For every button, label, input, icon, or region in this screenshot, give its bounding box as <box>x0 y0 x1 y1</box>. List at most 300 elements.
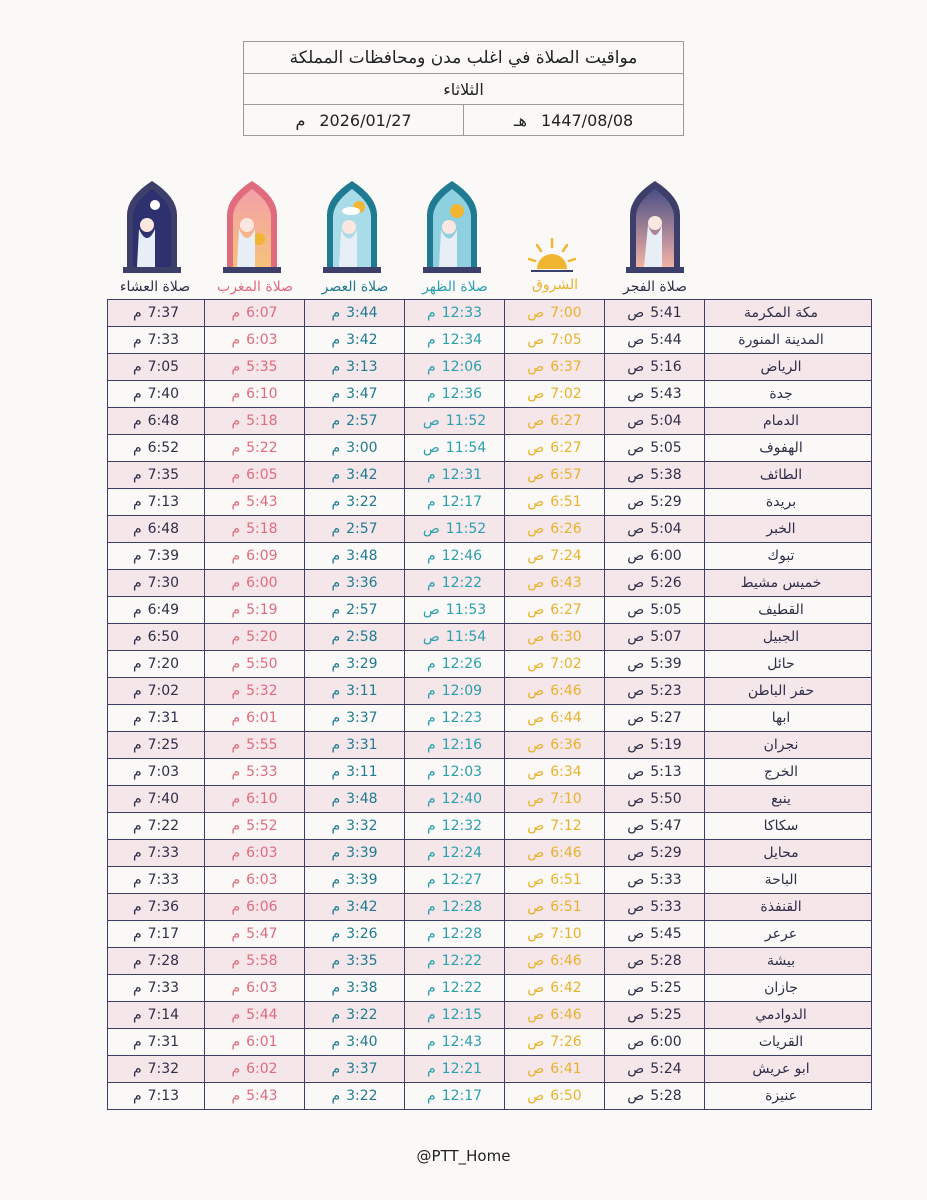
fajr-time-value: 5:29 <box>650 845 682 861</box>
maghrib-time-value: 6:03 <box>246 332 278 348</box>
sunrise-time-value: 6:51 <box>550 494 582 510</box>
isha-time <box>108 543 205 570</box>
isha-time <box>108 732 205 759</box>
label-asr: صلاة العصر <box>321 279 389 295</box>
isha-time-value: 7:20 <box>147 656 180 672</box>
isha-time-value: 7:32 <box>147 1061 180 1077</box>
table-row <box>108 651 872 678</box>
dhuhr-time <box>405 327 505 354</box>
fajr-time-suffix: ص <box>627 494 645 510</box>
isha-time-suffix: م <box>132 494 142 510</box>
maghrib-time-value: 5:43 <box>246 1088 278 1104</box>
asr-time-value: 3:22 <box>346 1007 378 1023</box>
dhuhr-time-value: 11:52 <box>445 521 487 537</box>
dhuhr-time-value: 12:32 <box>441 818 483 834</box>
isha-time-suffix: م <box>132 737 142 753</box>
maghrib-prayer-icon <box>207 170 297 275</box>
maghrib-time-value: 5:20 <box>246 629 278 645</box>
isha-time-value: 6:50 <box>147 629 180 645</box>
asr-time-suffix: م <box>331 818 341 834</box>
asr-time-suffix: م <box>331 764 341 780</box>
isha-time <box>108 516 205 543</box>
fajr-time-value: 5:25 <box>650 980 682 996</box>
maghrib-time <box>205 516 305 543</box>
label-fajr: صلاة الفجر <box>622 279 688 295</box>
dhuhr-time-value: 12:06 <box>441 359 483 375</box>
fajr-time-value: 5:23 <box>650 683 682 699</box>
isha-time-suffix: م <box>132 440 142 456</box>
sunrise-time <box>505 327 605 354</box>
dhuhr-time-suffix: م <box>426 386 436 402</box>
table-row <box>108 516 872 543</box>
dhuhr-time <box>405 651 505 678</box>
table-row <box>108 1029 872 1056</box>
maghrib-time <box>205 813 305 840</box>
asr-time-value: 3:11 <box>346 764 378 780</box>
maghrib-time-value: 6:03 <box>246 845 278 861</box>
isha-time-value: 7:14 <box>147 1007 180 1023</box>
table-row <box>108 921 872 948</box>
sunrise-time-value: 6:43 <box>550 575 582 591</box>
dhuhr-time <box>405 489 505 516</box>
fajr-time-suffix: ص <box>627 1007 645 1023</box>
sunrise-time <box>505 489 605 516</box>
fajr-time <box>605 597 705 624</box>
dhuhr-time <box>405 975 505 1002</box>
maghrib-time-value: 5:44 <box>246 1007 278 1023</box>
dhuhr-time <box>405 678 505 705</box>
dhuhr-time-value: 12:43 <box>441 1034 483 1050</box>
dhuhr-time-suffix: م <box>426 332 436 348</box>
fajr-time-value: 5:41 <box>650 305 682 321</box>
isha-prayer-icon <box>107 170 197 275</box>
asr-time <box>305 408 405 435</box>
maghrib-time-value: 5:19 <box>246 602 278 618</box>
isha-time-suffix: م <box>132 575 142 591</box>
isha-time-suffix: م <box>132 953 142 969</box>
sunrise-time-suffix: ص <box>527 656 545 672</box>
sunrise-time-value: 6:27 <box>550 413 582 429</box>
asr-time <box>305 543 405 570</box>
sunrise-time-suffix: ص <box>527 548 545 564</box>
dhuhr-time-suffix: م <box>426 710 436 726</box>
asr-time-value: 2:57 <box>346 602 378 618</box>
prayer-times-table <box>107 299 872 1110</box>
label-dhuhr: صلاة الظهر <box>422 279 488 295</box>
fajr-time <box>605 300 705 327</box>
sunrise-time <box>505 1056 605 1083</box>
asr-time-value: 3:39 <box>346 845 378 861</box>
dhuhr-time-value: 12:22 <box>441 953 483 969</box>
dhuhr-time-suffix: م <box>426 980 436 996</box>
maghrib-time <box>205 1056 305 1083</box>
isha-time-suffix: م <box>132 1061 142 1077</box>
maghrib-time <box>205 732 305 759</box>
sunrise-time-value: 7:12 <box>550 818 582 834</box>
maghrib-time-value: 5:50 <box>246 656 278 672</box>
fajr-time <box>605 435 705 462</box>
isha-time-suffix: م <box>132 845 142 861</box>
isha-time <box>108 570 205 597</box>
maghrib-time-suffix: م <box>231 1034 241 1050</box>
fajr-time-value: 5:25 <box>650 1007 682 1023</box>
asr-time-suffix: م <box>331 386 341 402</box>
dhuhr-time-suffix: م <box>426 818 436 834</box>
asr-time-value: 3:29 <box>346 656 378 672</box>
sunrise-time-suffix: ص <box>527 629 545 645</box>
sunrise-time-suffix: ص <box>527 926 545 942</box>
fajr-time-value: 5:27 <box>650 710 682 726</box>
maghrib-time-value: 6:07 <box>246 305 278 321</box>
asr-time-value: 3:13 <box>346 359 378 375</box>
dhuhr-time-value: 12:24 <box>441 845 483 861</box>
sunrise-time <box>505 975 605 1002</box>
asr-time <box>305 435 405 462</box>
dhuhr-time-suffix: م <box>426 467 436 483</box>
fajr-time-value: 6:00 <box>650 1034 682 1050</box>
asr-prayer-icon <box>307 170 397 275</box>
fajr-time <box>605 948 705 975</box>
isha-time <box>108 462 205 489</box>
sunrise-time-value: 6:34 <box>550 764 582 780</box>
fajr-time-value: 5:26 <box>650 575 682 591</box>
isha-time <box>108 1056 205 1083</box>
dhuhr-time-suffix: م <box>426 305 436 321</box>
sunrise-time-value: 7:02 <box>550 656 582 672</box>
sunrise-time <box>505 1002 605 1029</box>
dhuhr-time-value: 11:54 <box>445 440 487 456</box>
fajr-time <box>605 813 705 840</box>
asr-time-suffix: م <box>331 521 341 537</box>
asr-time-suffix: م <box>331 440 341 456</box>
sunrise-time-suffix: ص <box>527 953 545 969</box>
sunrise-time <box>505 597 605 624</box>
fajr-time-suffix: ص <box>627 1061 645 1077</box>
fajr-time-suffix: ص <box>627 710 645 726</box>
maghrib-time <box>205 1083 305 1110</box>
dhuhr-time-value: 12:22 <box>441 575 483 591</box>
isha-time <box>108 975 205 1002</box>
maghrib-time <box>205 624 305 651</box>
asr-time <box>305 840 405 867</box>
sunrise-time-value: 6:30 <box>550 629 582 645</box>
asr-time <box>305 624 405 651</box>
maghrib-time-suffix: م <box>231 872 241 888</box>
sunrise-time <box>505 516 605 543</box>
isha-time <box>108 597 205 624</box>
isha-time-suffix: م <box>132 629 142 645</box>
fajr-time <box>605 516 705 543</box>
maghrib-time <box>205 840 305 867</box>
city-name: ابو عريش <box>705 1056 872 1083</box>
isha-time <box>108 624 205 651</box>
fajr-time-value: 5:50 <box>650 791 682 807</box>
city-name: الدمام <box>705 408 872 435</box>
fajr-time-value: 5:44 <box>650 332 682 348</box>
sunrise-time-value: 7:10 <box>550 791 582 807</box>
sunrise-time-suffix: ص <box>527 737 545 753</box>
isha-time-suffix: م <box>132 332 142 348</box>
maghrib-time <box>205 597 305 624</box>
asr-time-suffix: م <box>331 926 341 942</box>
maghrib-time <box>205 381 305 408</box>
table-row <box>108 813 872 840</box>
dhuhr-time-suffix: م <box>426 872 436 888</box>
dhuhr-time <box>405 840 505 867</box>
sunrise-time-value: 6:46 <box>550 845 582 861</box>
sunrise-time-value: 6:42 <box>550 980 582 996</box>
maghrib-time <box>205 705 305 732</box>
sunrise-time-suffix: ص <box>527 1007 545 1023</box>
isha-time-value: 7:40 <box>147 386 180 402</box>
fajr-time <box>605 1056 705 1083</box>
dhuhr-time-suffix: م <box>426 1061 436 1077</box>
table-row <box>108 1083 872 1110</box>
asr-time <box>305 732 405 759</box>
maghrib-time-value: 5:33 <box>246 764 278 780</box>
dhuhr-time-suffix: م <box>426 548 436 564</box>
asr-time-value: 2:58 <box>346 629 378 645</box>
maghrib-time-value: 6:10 <box>246 386 278 402</box>
fajr-time-suffix: ص <box>627 413 645 429</box>
asr-time <box>305 813 405 840</box>
fajr-time-suffix: ص <box>627 953 645 969</box>
maghrib-time <box>205 462 305 489</box>
sunrise-time <box>505 462 605 489</box>
fajr-time-suffix: ص <box>627 521 645 537</box>
dhuhr-time-suffix: م <box>426 791 436 807</box>
dhuhr-time-value: 12:26 <box>441 656 483 672</box>
dhuhr-time <box>405 381 505 408</box>
table-row <box>108 408 872 435</box>
maghrib-time-suffix: م <box>231 413 241 429</box>
fajr-time <box>605 840 705 867</box>
fajr-time <box>605 1029 705 1056</box>
fajr-time-value: 5:05 <box>650 440 682 456</box>
asr-time <box>305 327 405 354</box>
sunrise-time-suffix: ص <box>527 1061 545 1077</box>
isha-time-value: 7:02 <box>147 683 180 699</box>
fajr-time-suffix: ص <box>627 737 645 753</box>
asr-time-value: 3:42 <box>346 332 378 348</box>
maghrib-time <box>205 867 305 894</box>
sunrise-time-value: 7:00 <box>550 305 582 321</box>
fajr-time-value: 5:45 <box>650 926 682 942</box>
maghrib-time-suffix: م <box>231 1061 241 1077</box>
dhuhr-time-value: 12:22 <box>441 980 483 996</box>
fajr-time <box>605 894 705 921</box>
isha-time <box>108 948 205 975</box>
fajr-time <box>605 381 705 408</box>
fajr-time-suffix: ص <box>627 872 645 888</box>
sunrise-time <box>505 651 605 678</box>
asr-time-suffix: م <box>331 467 341 483</box>
dhuhr-time <box>405 732 505 759</box>
maghrib-time-value: 6:02 <box>246 1061 278 1077</box>
dhuhr-time <box>405 543 505 570</box>
dhuhr-time <box>405 624 505 651</box>
isha-time-suffix: م <box>132 980 142 996</box>
maghrib-time-suffix: م <box>231 899 241 915</box>
isha-time-suffix: م <box>132 413 142 429</box>
dhuhr-time-suffix: م <box>426 899 436 915</box>
maghrib-time-suffix: م <box>231 953 241 969</box>
table-row <box>108 840 872 867</box>
asr-time-suffix: م <box>331 872 341 888</box>
sunrise-time-suffix: ص <box>527 1034 545 1050</box>
date-row <box>244 105 683 135</box>
dhuhr-time-suffix: م <box>426 683 436 699</box>
isha-time-suffix: م <box>132 1034 142 1050</box>
sunrise-time-suffix: ص <box>527 1088 545 1104</box>
asr-time-suffix: م <box>331 602 341 618</box>
sunrise-time <box>505 948 605 975</box>
maghrib-time <box>205 435 305 462</box>
table-row <box>108 543 872 570</box>
dhuhr-time-value: 12:21 <box>441 1061 483 1077</box>
city-name: تبوك <box>705 543 872 570</box>
asr-time-value: 3:44 <box>346 305 378 321</box>
isha-time-suffix: م <box>132 602 142 618</box>
maghrib-time-suffix: م <box>231 683 241 699</box>
gregorian-suffix: م <box>295 110 306 130</box>
fajr-time <box>605 408 705 435</box>
table-row <box>108 435 872 462</box>
maghrib-time <box>205 408 305 435</box>
sunrise-time <box>505 759 605 786</box>
city-name: مكة المكرمة <box>705 300 872 327</box>
asr-time-value: 3:42 <box>346 467 378 483</box>
sunrise-time-value: 6:27 <box>550 440 582 456</box>
maghrib-time <box>205 948 305 975</box>
isha-time-value: 7:30 <box>147 575 180 591</box>
fajr-time-suffix: ص <box>627 683 645 699</box>
asr-time <box>305 570 405 597</box>
sunrise-time-value: 6:36 <box>550 737 582 753</box>
fajr-time-suffix: ص <box>627 305 645 321</box>
asr-time-value: 2:57 <box>346 413 378 429</box>
isha-time-value: 7:33 <box>147 845 180 861</box>
table-row <box>108 867 872 894</box>
isha-time-value: 7:37 <box>147 305 180 321</box>
fajr-time-suffix: ص <box>627 467 645 483</box>
asr-time-suffix: م <box>331 899 341 915</box>
sunrise-time-value: 6:41 <box>550 1061 582 1077</box>
dhuhr-time <box>405 408 505 435</box>
isha-time-suffix: م <box>132 683 142 699</box>
sunrise-icon <box>507 170 597 275</box>
asr-time-suffix: م <box>331 845 341 861</box>
dhuhr-time <box>405 462 505 489</box>
dhuhr-time <box>405 921 505 948</box>
sunrise-time-value: 6:51 <box>550 872 582 888</box>
asr-time-suffix: م <box>331 494 341 510</box>
maghrib-time <box>205 1029 305 1056</box>
dhuhr-time-value: 12:36 <box>441 386 483 402</box>
column-labels <box>107 279 871 301</box>
fajr-time <box>605 1002 705 1029</box>
maghrib-time-suffix: م <box>231 602 241 618</box>
dhuhr-time <box>405 1002 505 1029</box>
dhuhr-time-value: 12:23 <box>441 710 483 726</box>
sunrise-time <box>505 867 605 894</box>
asr-time-value: 3:37 <box>346 1061 378 1077</box>
dhuhr-time-suffix: ص <box>422 629 440 645</box>
isha-time <box>108 786 205 813</box>
sunrise-time-suffix: ص <box>527 791 545 807</box>
table-row <box>108 786 872 813</box>
city-name: نجران <box>705 732 872 759</box>
asr-time-suffix: م <box>331 332 341 348</box>
fajr-time-suffix: ص <box>627 818 645 834</box>
dhuhr-time-value: 11:52 <box>445 413 487 429</box>
maghrib-time-value: 5:22 <box>246 440 278 456</box>
sunrise-time-value: 6:37 <box>550 359 582 375</box>
fajr-time-suffix: ص <box>627 440 645 456</box>
dhuhr-time <box>405 570 505 597</box>
asr-time-suffix: م <box>331 629 341 645</box>
sunrise-time <box>505 705 605 732</box>
isha-time-suffix: م <box>132 467 142 483</box>
maghrib-time <box>205 759 305 786</box>
isha-time-suffix: م <box>132 818 142 834</box>
fajr-time <box>605 705 705 732</box>
sunrise-time-suffix: ص <box>527 305 545 321</box>
fajr-time-suffix: ص <box>627 1034 645 1050</box>
dhuhr-time <box>405 1083 505 1110</box>
sunrise-time-value: 6:46 <box>550 953 582 969</box>
sunrise-time <box>505 894 605 921</box>
sunrise-time-suffix: ص <box>527 845 545 861</box>
asr-time-value: 3:40 <box>346 1034 378 1050</box>
dhuhr-time-value: 12:03 <box>441 764 483 780</box>
table-row <box>108 489 872 516</box>
sunrise-time <box>505 1029 605 1056</box>
isha-time <box>108 705 205 732</box>
fajr-time-suffix: ص <box>627 332 645 348</box>
dhuhr-time <box>405 300 505 327</box>
maghrib-time-suffix: م <box>231 548 241 564</box>
city-name: القريات <box>705 1029 872 1056</box>
sunrise-time-value: 7:10 <box>550 926 582 942</box>
fajr-time-value: 5:33 <box>650 899 682 915</box>
dhuhr-time <box>405 786 505 813</box>
table-row <box>108 300 872 327</box>
asr-time-suffix: م <box>331 413 341 429</box>
maghrib-time-suffix: م <box>231 656 241 672</box>
dhuhr-time-suffix: ص <box>422 440 440 456</box>
asr-time <box>305 489 405 516</box>
dhuhr-time <box>405 516 505 543</box>
maghrib-time-suffix: م <box>231 764 241 780</box>
sunrise-time-suffix: ص <box>527 494 545 510</box>
asr-time-value: 2:57 <box>346 521 378 537</box>
dhuhr-time-suffix: م <box>426 656 436 672</box>
fajr-time-suffix: ص <box>627 359 645 375</box>
dhuhr-time-value: 12:17 <box>441 494 483 510</box>
sunrise-time-suffix: ص <box>527 521 545 537</box>
fajr-time-suffix: ص <box>627 980 645 996</box>
isha-time-value: 7:33 <box>147 332 180 348</box>
asr-time <box>305 786 405 813</box>
dhuhr-time-suffix: ص <box>422 521 440 537</box>
sunrise-time-value: 6:57 <box>550 467 582 483</box>
city-name: عرعر <box>705 921 872 948</box>
isha-time-suffix: م <box>132 1088 142 1104</box>
asr-time-value: 3:31 <box>346 737 378 753</box>
table-row <box>108 948 872 975</box>
maghrib-time-suffix: م <box>231 1007 241 1023</box>
